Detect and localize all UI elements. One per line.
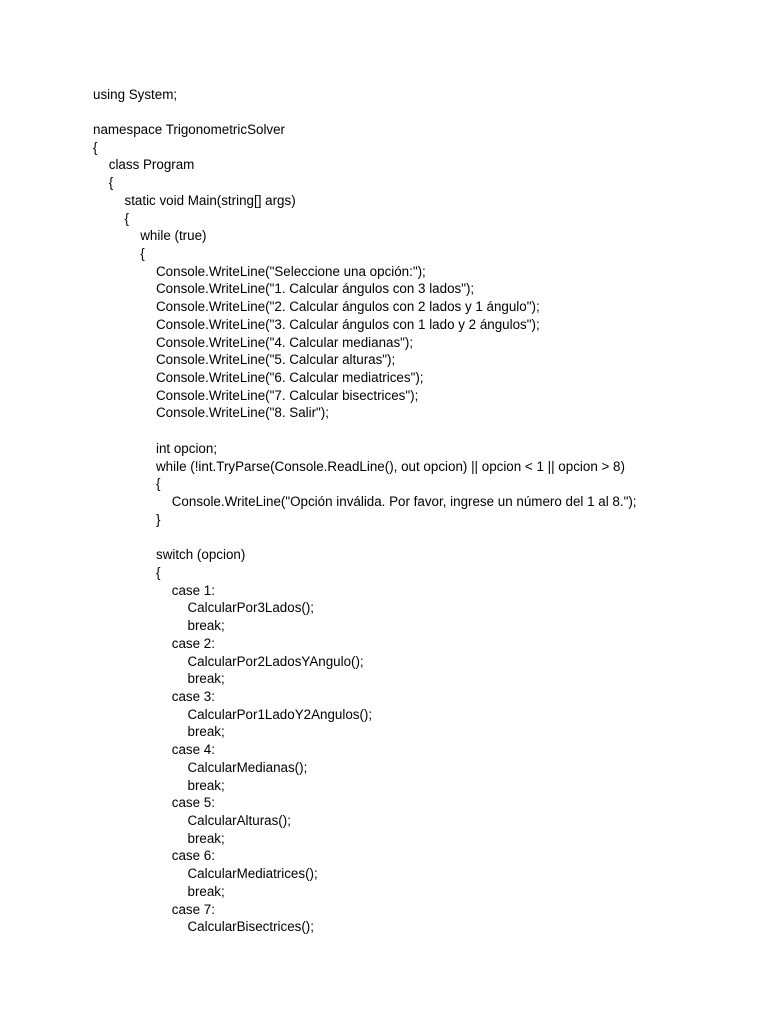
code-line: break; [187, 724, 225, 740]
code-line: CalcularMedianas(); [187, 759, 308, 775]
code-line: CalcularPor2LadosYAngulo(); [187, 653, 364, 669]
code-line: CalcularPor1LadoY2Angulos(); [187, 706, 373, 722]
code-line: { [156, 564, 161, 580]
code-line: while (true) [140, 228, 207, 244]
code-line: Console.WriteLine("6. Calcular mediatrices"); [156, 370, 424, 386]
code-line: namespace TrigonometricSolver [93, 121, 286, 137]
code-line: case 4: [171, 742, 215, 758]
code-line: CalcularAlturas(); [187, 813, 291, 829]
code-line: Console.WriteLine("5. Calcular alturas"); [156, 352, 396, 368]
code-line: Console.WriteLine("Seleccione una opción:"); [156, 263, 426, 279]
code-line: case 3: [171, 688, 215, 704]
code-line: Console.WriteLine("3. Calcular ángulos con 1 lado y 2 ángulos"); [156, 316, 540, 332]
code-line: { [93, 139, 98, 155]
code-line: Console.WriteLine("2. Calcular ángulos con 2 lados y 1 ángulo"); [156, 299, 540, 315]
code-line: CalcularBisectrices(); [187, 919, 314, 935]
code-line: { [140, 245, 145, 261]
code-line: break; [187, 618, 225, 634]
code-line: while (!int.TryParse(Console.ReadLine(), out opcion) || opcion < 1 || opcion > 8) [156, 458, 625, 474]
code-line: switch (opcion) [156, 547, 246, 563]
code-line: break; [187, 671, 225, 687]
code-line: case 6: [171, 848, 215, 864]
code-line: Console.WriteLine("4. Calcular medianas"); [156, 334, 414, 350]
code-line: Console.WriteLine("1. Calcular ángulos con 3 lados"); [156, 281, 475, 297]
code-line: Console.WriteLine("8. Salir"); [156, 405, 329, 421]
code-line: Console.WriteLine("Opción inválida. Por favor, ingrese un número del 1 al 8."); [171, 494, 637, 510]
code-line: { [124, 210, 129, 226]
code-line: static void Main(string[] args) [124, 192, 296, 208]
code-line: { [156, 476, 161, 492]
code-line: } [156, 511, 161, 527]
code-line: case 2: [171, 635, 215, 651]
code-line: break; [187, 777, 225, 793]
code-line: CalcularPor3Lados(); [187, 600, 315, 616]
code-line: int opcion; [156, 440, 218, 456]
code-line: break; [187, 883, 225, 899]
code-line: case 7: [171, 901, 215, 917]
code-line: case 5: [171, 795, 215, 811]
code-line: class Program [108, 157, 195, 173]
code-line: CalcularMediatrices(); [187, 866, 318, 882]
code-line: break; [187, 830, 225, 846]
code-line: Console.WriteLine("7. Calcular bisectrices"); [156, 387, 419, 403]
code-line: using System; [93, 86, 178, 102]
code-line: case 1: [171, 582, 215, 598]
code-line: { [108, 175, 114, 191]
